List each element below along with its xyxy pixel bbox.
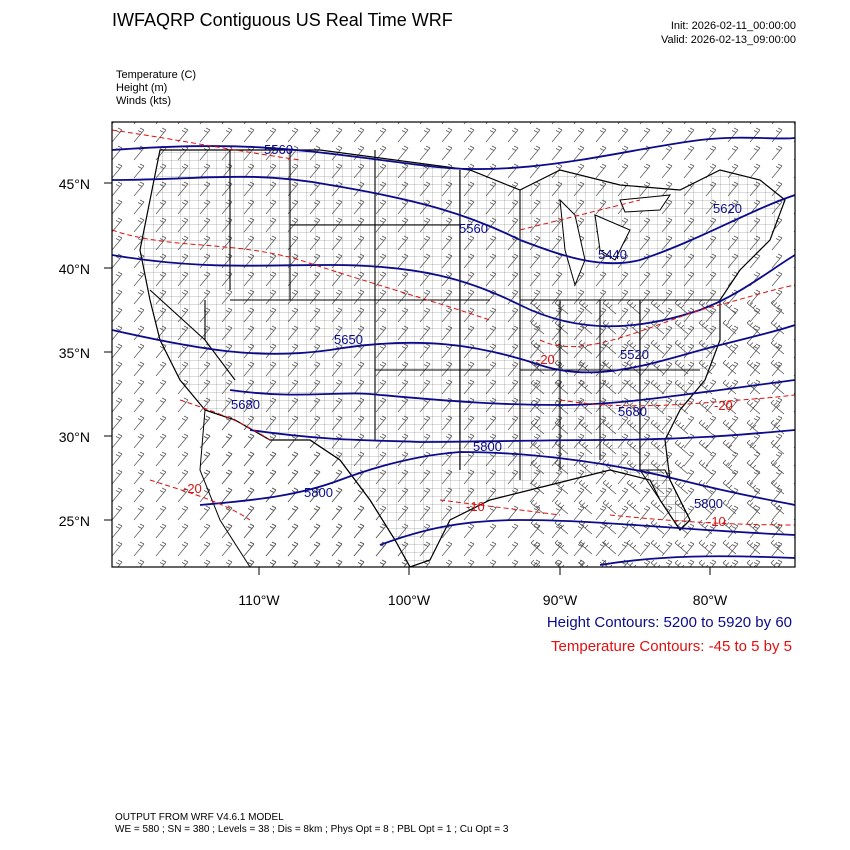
variable-height: Height (m) [116, 82, 168, 94]
valid-time: Valid: 2026-02-13_09:00:00 [661, 34, 796, 46]
height-label: 5560 [459, 221, 488, 236]
model-info-line1: OUTPUT FROM WRF V4.6.1 MODEL [115, 812, 284, 823]
lon-ticks [259, 567, 710, 575]
height-label: 5440 [598, 247, 627, 262]
model-info-line2: WE = 580 ; SN = 380 ; Levels = 38 ; Dis = 8km ; Phys Opt = 8 ; PBL Opt = 1 ; Cu Opt = 3 [115, 824, 509, 835]
lat-label-25: 25°N [58, 513, 90, 529]
height-label: 5800 [473, 439, 502, 454]
lat-label-30: 30°N [58, 429, 90, 445]
temperature-label: -10 [466, 499, 485, 514]
lat-label-40: 40°N [58, 261, 90, 277]
height-label: 5560 [264, 142, 293, 157]
variable-winds: Winds (kts) [116, 95, 171, 107]
lon-label-100: 100°W [387, 592, 431, 608]
temperature-contour-legend: Temperature Contours: -45 to 5 by 5 [551, 638, 792, 655]
lat-label-35: 35°N [58, 345, 90, 361]
temperature-label: -20 [536, 352, 555, 367]
height-label: 5650 [334, 332, 363, 347]
height-label: 5800 [304, 485, 333, 500]
lon-label-110: 110°W [238, 592, 280, 608]
variable-temperature: Temperature (C) [116, 69, 197, 81]
lat-label-45: 45°N [58, 176, 90, 192]
temperature-label: -20 [714, 398, 733, 413]
height-label: 5620 [713, 201, 742, 216]
height-label: 5680 [231, 397, 260, 412]
lon-label-90: 90°W [542, 592, 578, 608]
temperature-label: -10 [707, 514, 726, 529]
temperature-label: -20 [183, 481, 202, 496]
lat-ticks [104, 183, 112, 520]
height-label: 5520 [620, 347, 649, 362]
lon-label-80: 80°W [692, 592, 728, 608]
init-time: Init: 2026-02-11_00:00:00 [670, 20, 796, 32]
height-contour-legend: Height Contours: 5200 to 5920 by 60 [546, 614, 792, 631]
height-label: 5800 [694, 496, 723, 511]
map-title: IWFAQRP Contiguous US Real Time WRF [112, 10, 453, 30]
height-label: 5680 [618, 404, 647, 419]
